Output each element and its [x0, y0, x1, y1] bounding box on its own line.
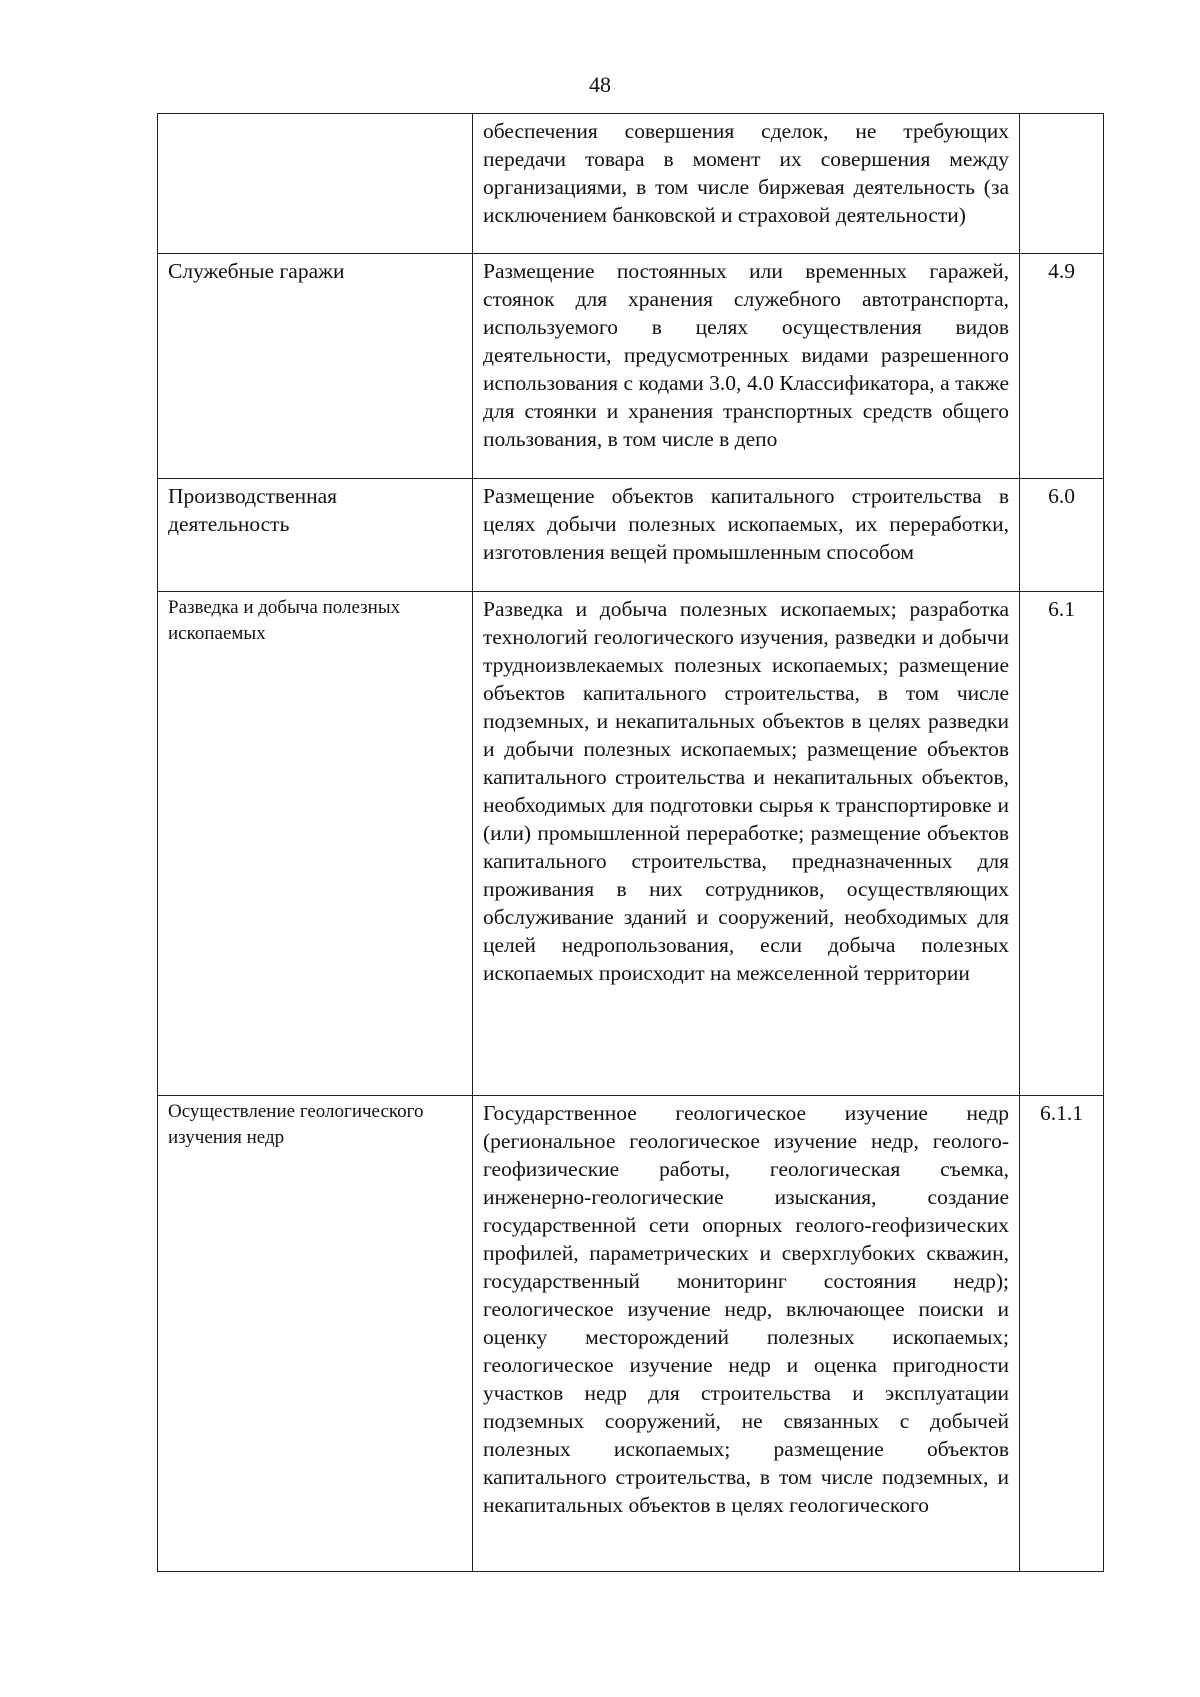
row-name-cell: Разведка и добыча полезных ископаемых: [158, 592, 473, 1096]
row-name-cell: Производственная деятельность: [158, 479, 473, 592]
land-use-table: [157, 113, 1104, 1572]
row-code-cell: 6.1: [1020, 592, 1104, 1096]
row-description-cell: Размещение постоянных или временных гаражей, стоянок для хранения служебного автотранспорта, используемого в целях осуществления видов деятельности, предусмотренных видами разрешенного использования с кодами 3.0, 4.0 Классификатора, а также для стоянки и хранения транспортных средств общего пользования, в том числе в депо: [473, 254, 1020, 479]
row-name-cell: [158, 114, 473, 254]
row-code-cell: 4.9: [1020, 254, 1104, 479]
table-row: [158, 592, 1104, 1096]
row-description-cell: Размещение объектов капитального строительства в целях добычи полезных ископаемых, их переработки, изготовления вещей промышленным способом: [473, 479, 1020, 592]
row-description-cell: Разведка и добыча полезных ископаемых; разработка технологий геологического изучения, разведки и добычи трудноизвлекаемых полезных ископаемых; размещение объектов капитального строительства, в том числе подземных, и некапитальных объектов в целях разведки и добычи полезных ископаемых; размещение объектов капитального строительства и некапитальных объектов, необходимых для подготовки сырья к транспортировке и (или) промышленной переработке; размещение объектов капитального строительства, предназначенных для проживания в них сотрудников, осуществляющих обслуживание зданий и сооружений, необходимых для целей недропользования, если добыча полезных ископаемых происходит на межселенной территории: [473, 592, 1020, 1096]
table-row: [158, 254, 1104, 479]
row-description-cell: Государственное геологическое изучение недр (региональное геологическое изучение недр, геолого-геофизические работы, геологическая съемка, инженерно-геологические изыскания, создание государственной сети опорных геолого-геофизических профилей, параметрических и сверхглубоких скважин, государственный мониторинг состояния недр); геологическое изучение недр, включающее поиски и оценку месторождений полезных ископаемых; геологическое изучение недр и оценка пригодности участков недр для строительства и эксплуатации подземных сооружений, не связанных с добычей полезных ископаемых; размещение объектов капитального строительства, в том числе подземных, и некапитальных объектов в целях геологического: [473, 1096, 1020, 1572]
table-row: [158, 114, 1104, 254]
row-code-cell: 6.0: [1020, 479, 1104, 592]
row-name-cell: Осуществление геологического изучения недр: [158, 1096, 473, 1572]
table-row: [158, 479, 1104, 592]
page-number: 48: [589, 72, 611, 97]
row-name-cell: Служебные гаражи: [158, 254, 473, 479]
row-code-cell: [1020, 114, 1104, 254]
table-row: [158, 1096, 1104, 1572]
row-code-cell: 6.1.1: [1020, 1096, 1104, 1572]
row-description-cell: обеспечения совершения сделок, не требующих передачи товара в момент их совершения между организациями, в том числе биржевая деятельность (за исключением банковской и страховой деятельности): [473, 114, 1020, 254]
